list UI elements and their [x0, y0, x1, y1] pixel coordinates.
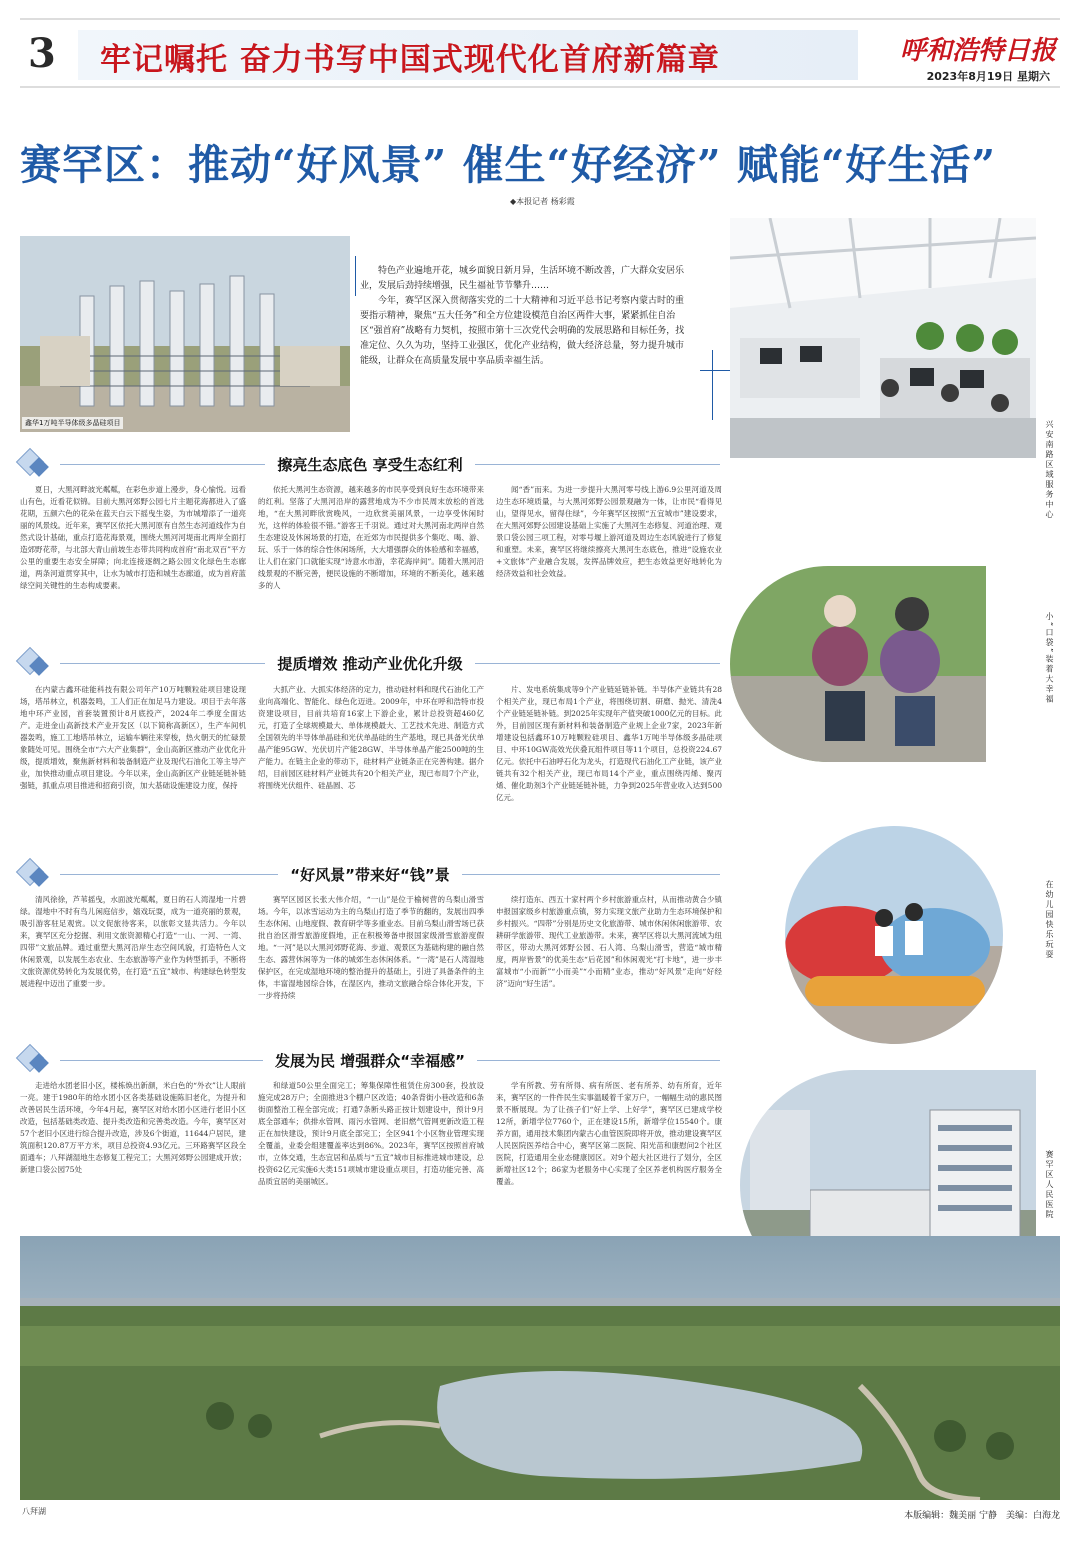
byline: ◆本报记者 杨彩霞	[510, 197, 575, 206]
section-header	[20, 651, 720, 675]
section-1-col-2: 依托大黑河生态资源，越来越多的市民享受到良好生态环境带来的红利。坚落了大黑河沿岸的露营地成为不少市民周末放松的首选地，“在大黑河畔欣赏晚风，一边欣赏美丽风景，一边享受休闲时光，这样的体验很不错。”游客王千羽说。通过对大黑河南北两岸自然生态建设及休闲场景的打造，在近郊为市民提供多个集吃、喝、游、玩、乐于一体的综合性休闲场所，大大增强群众的体验感和幸福感，让人们在家门口就能实现“诗意水市游，幸花海岸间”。随着大黑河沿线景观的不断完善，便民设施的不断增加，环境的不断美化，越来越多的人	[258, 485, 484, 590]
wetland-photo	[20, 1236, 1060, 1500]
office-photo	[730, 218, 1036, 458]
elders-photo	[730, 566, 986, 762]
section-title: 发展为民 增强群众“幸福感”	[263, 1052, 477, 1070]
section-3-col-3: 续打造东、西五十家村两个乡村旅游重点村，从而推动黄合少镇申报国家级乡村旅游重点镇，努力实现文旅产业助力生态环境保护和乡村振兴。“四带”分别是历史文化旅游带、城市休闲休闲旅游带、农耕研学旅游带、现代工业旅游带。未来，赛罕区将以大黑河流域为纽带区，带动大黑河郊野公园、石人湾、乌梨山滑雪，营造“城市精度，两岸皆景”的优美生态“后花园”和休闲观光“打卡地”，进一步丰富城市“小而新”“小而美”“小而精”业态，推动“好风景”走向“好经济”迈向“好生活”。	[496, 895, 722, 988]
industrial-photo	[20, 236, 350, 432]
wetland-caption: 八拜湖	[22, 1507, 46, 1516]
article-intro	[360, 264, 690, 369]
section-1-col-3: 闻“香”而来。为进一步提升大黑河零号线上游6.9公里河道及周边生态环境质量，与大黑河郊野公园景观融为一体，让市民“看得见山，望得见水，留得住绿”，今年赛罕区按照“五宜城市”建设要求，在大黑河郊野公园建设基础上实施了大黑河生态修复、河道治理、观景口袋公园三项工程，对零号堰上游河道及周边生态风貌进行了修复和重塑。未来，赛罕区将继续擦亮大黑河生态底色，推进“设施农业+文旅体”产业融合发展，发挥品牌效应，把生态效益更好地转化为经济效益和社会效益。	[496, 485, 722, 578]
intro-paragraph-1: 特色产业遍地开花，城乡面貌日新月异，生活环境不断改善，广大群众安居乐业，发展后劲持续增强，民生福祉节节攀升……	[360, 266, 685, 291]
section-4-col-1: 走进给水团老旧小区，楼栋焕出新颜，米白色的“外衣”让人眼前一亮。建于1980年的给水团小区各类基础设施陈旧老化，为提升和改善居民生活环境，今年4月起，赛罕区对给水团小区进行老旧小区改造，包括基础类改造、提升类改造和完善类改造。今年，赛罕区对57个老旧小区进行综合提升改造，涉及6个街道，11644户居民，建筑面积120.87万平方米，项目总投资4.93亿元。三环路赛罕区段全面通车；八拜湖湿地生态修复工程完工；大黑河郊野公园建成开放；新建口袋公园75处	[20, 1081, 246, 1174]
section-header	[20, 1048, 720, 1072]
section-header	[20, 862, 720, 886]
office-caption: 兴安南路区域服务中心	[1045, 420, 1054, 520]
section-title: 擦亮生态底色 享受生态红利	[265, 456, 474, 474]
section-2-col-1: 在内蒙古鑫环硅能科技有限公司年产10万吨颗粒硅项目建设现场，塔吊林立，机器轰鸣，工人们正在加足马力建设。项目于去年落地中环产业园，首套装置预计8月底投产，2024年二季度全面达产。走进金山高新技术产业开发区（以下简称高新区），生产车间机器轰鸣，施工工地塔吊林立，运输车辆往来穿梭，热火朝天的忙碌景象随处可见。围绕全市“六大产业集群”，金山高新区推动产业优化升级，提质增效，聚焦新材料和装备制造产业及现代石油化工等主导产业，加快推动重点项目建设。今年以来，金山高新区产业链延链补链强链，抓重点项目推进和招商引资，加大基础设施建设力度，保持	[20, 685, 246, 790]
section-header	[20, 452, 720, 476]
section-4-col-3: 学有所教、劳有所得、病有所医、老有所养、幼有所育，近年来，赛罕区的一件件民生实事温暖着千家万户，一幅幅生动的惠民图景不断展现。为了让孩子们“好上学、上好学”，赛罕区已建成学校12所，新增学位7760个，正在建设15所，新增学位15540个。康养方面，通用技术集团内蒙古心血管医院即将开放，推动建设赛罕区人民医院医养结合中心，赛罕区第二医院、阳光苗和康慰问2个社区医院，打造通用全业态健康园区。对9个超大社区进行了划分，全区新增社区12个；86家为老服务中心实现了全区养老机构医疗服务全覆盖。	[496, 1081, 722, 1186]
newspaper-logo: 呼和浩特日报	[900, 36, 1057, 66]
section-1-col-1: 夏日，大黑河畔波光粼粼，在彩色步道上漫步，身心愉悦。远看山有色，近看花似锦。目前大黑河郊野公园七片主题花海都进入了盛花期，五颜六色的花朵在蓝天白云下摇曳生姿，为市城增添了一道亮丽的风景线。近年来，赛罕区依托大黑河原有自然生态河道线作为自然式设计基础，重点打造花海景观，围绕大黑河河堤南北两岸全面打造郊野花带，与北部大青山前坡生态带共同构成首府“南北双百”平方公里的重要生态安全屏障；向北连接逐绸之路公园文化绿色生态廊道，两条河道贯穿其中，让水为城市打造和城生态廊道，成为首府蓝绿空间关键性的生态构成要素。	[20, 485, 246, 590]
elders-caption: 小“口袋”装着大幸福	[1045, 612, 1054, 705]
industrial-caption: 鑫华1万吨半导体级多晶硅项目	[22, 417, 123, 429]
section-title: 提质增效 推动产业优化升级	[265, 655, 474, 673]
editor-credit: 本版编辑：魏美丽 宁静 美编：白海龙	[904, 1511, 1060, 1521]
theme-title: 牢记嘱托 奋力书写中国式现代化首府新篇章	[100, 42, 720, 78]
kids-photo	[785, 826, 1003, 1044]
intro-paragraph-2: 今年，赛罕区深入贯彻落实党的二十大精神和习近平总书记考察内蒙古时的重要指示精神，聚焦“五大任务”和全方位建设模范自治区两件大事，紧紧抓住自治区“强首府”战略有力契机，按照市第十三次党代会明确的发展思路和目标任务，找准定位、久久为功，坚持工业强区，优化产业结构，做大经济总量，努力提升城市能级，让群众在高质量发展中享品质幸福生活。	[360, 296, 685, 366]
article-headline: 赛罕区：推动“好风景” 催生“好经济” 赋能“好生活”	[20, 141, 997, 189]
section-2-col-2: 大抓产业、大抓实体经济的定力，推动硅材料和现代石油化工产业向高端化、智能化、绿色化迈进。2009年，中环在呼和浩特市投资建设项目，目前共培育16家上下游企业，累计总投资超460亿元，打造了全球规模最大、单体规模最大、工艺技术先进、制造方式全国领先的半导体单晶硅和光伏单晶硅的生产基地，现已具备光伏单晶产能95GW、光伏切片产能28GW、半导体单晶产能2500吨的生产能力。在链主企业的带动下，硅材料产业链条正在完善构建。据介绍，目前园区硅材料产业链共有20个相关产业，现已布局7个产业，将围绕光伏组件、硅晶圆、芯	[258, 685, 484, 790]
decor-line	[355, 256, 356, 296]
page-number: 3	[28, 30, 56, 77]
section-title: “好风景”带来好“钱”景	[278, 866, 461, 884]
decor-line	[700, 370, 730, 371]
kids-caption: 在幼儿园快乐玩耍	[1045, 880, 1054, 960]
section-2-col-3: 片、发电系统集成等9个产业链延链补链。半导体产业链共有28个相关产业，现已布局1个产业，将围绕切割、研磨、抛光、清洗4个产业链延链补链。到2025年实现年产值突破1000亿元的目标。此外，目前园区现有新材料和装备制造产业规上企业7家，2023年新增建设包括鑫环10万吨颗粒硅项目、鑫华1万吨半导体级多晶硅项目、中环10GW高效光伏叠瓦组件项目等11个项目，总投资224.67亿元。依托中石油呼石化为龙头，打造现代石油化工产业链，该产业链共有32个相关产业，现已布局14个产业，重点围绕丙烯、聚丙烯、催化助剂3个产业链延链补链，力争到2025年营业收入达到500亿元。	[496, 685, 722, 802]
section-3-col-1: 清风徐徐，芦苇摇曳，水面波光粼粼，夏日的石人湾湿地一片碧绿。湿地中不时有鸟儿闲庭信步，嬉戏玩耍，成为一道亮丽的景观，吸引游客驻足观赏。以文促旅待客来，以旅彰文显共活力。今年以来，赛罕区充分挖掘、利用文旅资源精心打造“一山、一河、一湾、四带”文旅品牌。通过重塑大黑河沿岸生态空间风貌，打造特色人文休闲景观，以发展生态农业、生态旅游等产业作为转型抓手，不断将文旅资源优势转化为发展优势，在打造“五宜”城市、构建绿色转型发展进程中迈出了重要一步。	[20, 895, 246, 988]
section-3-col-2: 赛罕区园区长张大伟介绍，“一山”是位于榆树营的乌梨山滑雪场。今年，以冰雪运动为主的乌梨山打造了季节的翻的，发展出四季生态休闲、山地度假、教育研学等多重业态。目前乌梨山滑雪场已获批自治区滑雪旅游度假地，正在积极筹备申报国家级滑雪旅游度假地。“一河”是以大黑河郊野花海、步道、观景区为基础构建的融自然生态、露营休闲等为一体的城郊生态休闲体系。“一湾”是石人湾湿地保护区，在完成湿地环境的整治提升的基础上，引进了具备条件的主体，丰富湿地园综合体，在湿区内，推动文旅融合综合体化开发，下一步将持续	[258, 895, 484, 1000]
section-4-col-2: 和绿道50公里全面完工；筹集保障性租赁住房300套，投放设施完成28万户；全面推进3个棚户区改造；40条背街小巷改造和6条街面整治工程全部完成；打通7条断头路正按计划建设中，预计9月底全部通车；供排水管网、雨污水管网、老旧燃气管网更新改造工程正在加快建设，预计9月底全部完工；全区941个小区物业管理实现全覆盖，业委会组建覆盖率达到86%。2023年，赛罕区按照首府城市，立体交通，生态宜居和品质与“五宜”城市目标推进城市建设，总投资62亿元实施6大类151项城市建设重点项目，打造功能完善、高品质宜居的美丽城区。	[258, 1081, 484, 1186]
hospital-caption: 赛罕区人民医院	[1045, 1150, 1054, 1220]
issue-date: 2023年8月19日 星期六	[926, 70, 1050, 83]
page-header	[20, 18, 1060, 88]
decor-line	[712, 350, 713, 420]
